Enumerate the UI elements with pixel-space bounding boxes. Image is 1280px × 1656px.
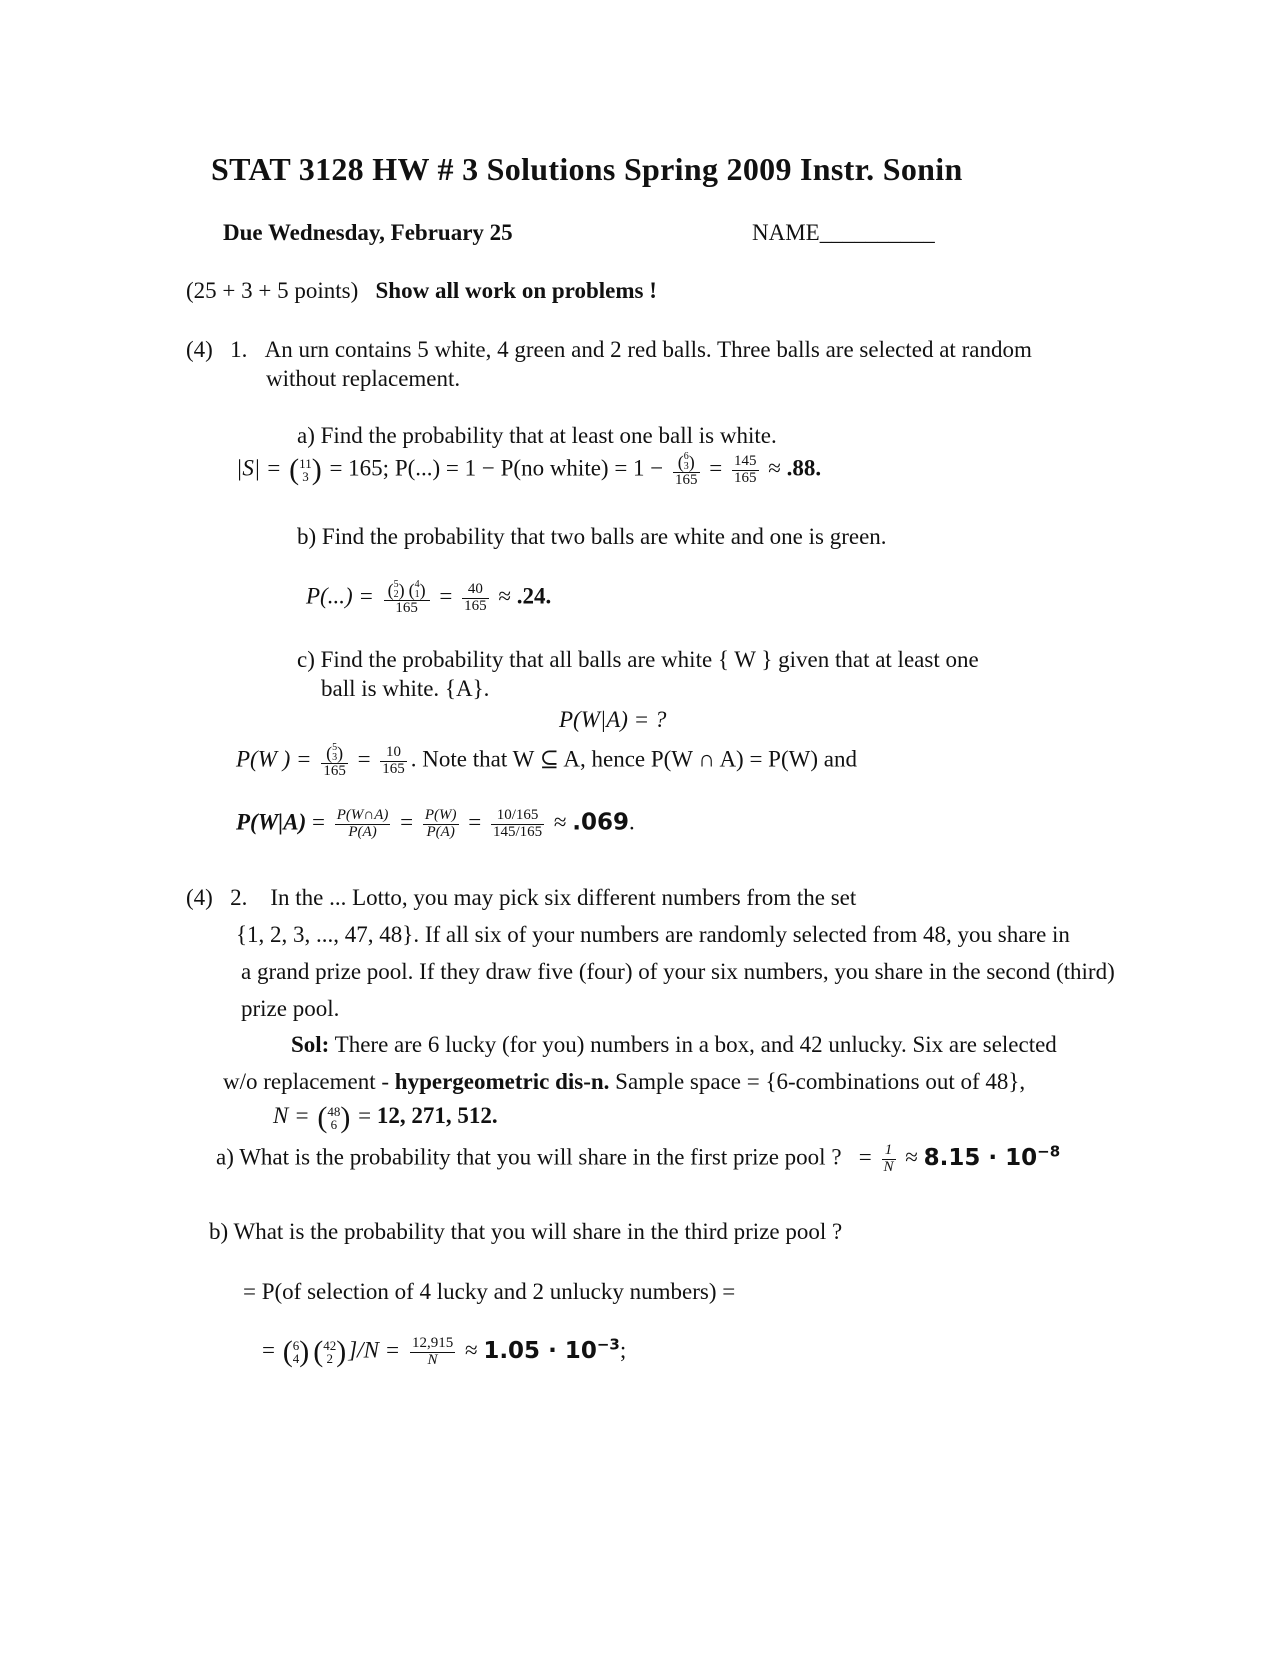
sol-text: w/o replacement -: [223, 1069, 395, 1094]
equals-sign: =: [703, 455, 729, 481]
problem-2a-result: $8.15 \cdot 10^{-8}$: [923, 1142, 1061, 1171]
problem-2a-text: a) What is the probability that you will share in the first prize pool ?: [216, 1144, 842, 1170]
points: (25 + 3 + 5 points): [186, 278, 359, 303]
approx-sign: ≈: [548, 809, 573, 835]
problem-1c-target: P(W|A) = ?: [559, 707, 667, 732]
approx-sign: ≈: [899, 1144, 924, 1170]
problem-2-line1: In the ... Lotto, you may pick six different numbers from the set: [270, 885, 857, 910]
binomial-42-2: ( 42 2 ): [313, 1335, 347, 1369]
equals-sign: =: [306, 809, 331, 835]
fraction-40-165: $\frac{40}{165}$: [464, 581, 487, 614]
problem-2b-question: b) What is the probability that you will share in the third prize pool ?: [209, 1219, 843, 1244]
equals-sign: =: [352, 1103, 377, 1128]
problem-1a-result: .88.: [786, 455, 822, 481]
equals-sign: =: [262, 1337, 281, 1363]
problem-1-text: An urn contains 5 white, 4 green and 2 red balls. Three balls are selected at random: [264, 337, 1032, 362]
problem-2-marks: (4): [186, 885, 213, 910]
problem-2b-line2: [262, 1335, 626, 1369]
sol-label: Sol:: [291, 1032, 330, 1057]
equals-sign: =: [351, 746, 377, 772]
pwa-label: P(W|A): [236, 809, 307, 835]
binomial-11-3: ( 11 3 ): [289, 453, 322, 487]
fraction-145-165: $\frac{145}{165}$: [734, 453, 757, 486]
fraction-pw-over-pa: $\frac{P(W)}{P(A)}$: [424, 807, 457, 840]
sample-space-text: Sample space = {6-combinations out of 48},: [609, 1069, 1026, 1094]
due-date: Due Wednesday, February 25: [223, 220, 513, 245]
name-label: NAME: [752, 220, 820, 245]
binomial-48-6: ( 48 6 ): [317, 1100, 351, 1134]
sol-text: There are 6 lucky (for you) numbers in a box, and 42 unlucky. Six are selected: [329, 1032, 1057, 1057]
fraction-binom-6-3-over-165: ( 6 3 ) 165: [675, 451, 698, 488]
problem-2-solution-line2: [223, 1068, 1025, 1096]
show-work-instruction: Show all work on problems !: [375, 278, 657, 303]
equals-sign: =: [462, 809, 487, 835]
problem-2-line4: prize pool.: [241, 996, 340, 1021]
n-value: 12, 271, 512.: [376, 1103, 498, 1128]
problem-1b-result: .24.: [516, 583, 552, 609]
problem-1c-final: [236, 808, 635, 841]
name-field: [752, 219, 935, 247]
fraction-binoms-over-165: ( 5 2 ) ( 4 1 ) 165: [384, 580, 430, 617]
fraction-binom-5-3-over-165: ( 5 3 ) 165: [323, 742, 346, 779]
fraction-10-165-over-145-165: $\frac{10/165}{145/165}$: [493, 807, 543, 840]
problem-2a-question: [216, 1142, 1060, 1176]
n-label: N =: [273, 1103, 316, 1128]
sample-space-size: |S| =: [236, 455, 288, 481]
problem-2b-line1: = P(of selection of 4 lucky and 2 unlucky numbers) =: [243, 1279, 736, 1304]
problem-1-marks: (4): [186, 337, 213, 362]
points-line: [186, 277, 657, 305]
hypergeometric-term: hypergeometric dis-n.: [394, 1069, 610, 1094]
equals-sign: =: [394, 809, 419, 835]
problem-2-line2: {1, 2, 3, ..., 47, 48}. If all six of your numbers are randomly selected from 48, you share in: [236, 922, 1070, 947]
fraction-12915-over-n: $\frac{12,915}{N}$: [411, 1335, 454, 1368]
problem-1-heading: [186, 336, 1032, 364]
problem-1a-expression: = 165; P(...) = 1 − P(no white) = 1 −: [323, 455, 670, 481]
fraction-1-over-n: $\frac{1}{N}$: [883, 1142, 894, 1175]
problem-1-number: 1.: [230, 337, 248, 362]
problem-2-number: 2.: [230, 885, 248, 910]
problem-2-line3: a grand prize pool. If they draw five (four) of your six numbers, you share in the second (third): [241, 959, 1115, 984]
problem-1c-pw: [236, 743, 857, 780]
page-title: STAT 3128 HW # 3 Solutions Spring 2009 Instr. Sonin: [211, 151, 963, 187]
pw-label: P(W ) =: [236, 746, 318, 772]
problem-1c-note: . Note that W ⊆ A, hence P(W ∩ A) = P(W) and: [410, 746, 857, 772]
approx-sign: ≈: [459, 1337, 484, 1363]
problem-1c-question-line1: c) Find the probability that all balls are white { W } given that at least one: [297, 647, 979, 672]
problem-2-heading: [186, 884, 856, 912]
equals-sign: =: [853, 1144, 878, 1170]
equals-sign: =: [433, 583, 459, 609]
problem-1a-solution: [236, 452, 821, 489]
name-blank: __________: [819, 220, 935, 245]
problem-1c-question-line2: ball is white. {A}.: [321, 676, 490, 701]
fraction-10-165: $\frac{10}{165}$: [382, 744, 405, 777]
period: .: [629, 809, 635, 835]
problem-1b-question: b) Find the probability that two balls are white and one is green.: [297, 524, 887, 549]
fraction-pwna-over-pa: $\frac{P(W\cap A)}{P(A)}$: [336, 807, 389, 840]
problem-2b-result: $1.05 \cdot 10^{-3}$: [483, 1335, 620, 1364]
probability-label: P(...) =: [306, 583, 380, 609]
approx-sign: ≈: [492, 583, 517, 609]
problem-2-solution-line1: [291, 1031, 1057, 1059]
divide-by-n: ]/N =: [348, 1337, 406, 1363]
problem-1a-question: a) Find the probability that at least one ball is white.: [297, 423, 777, 448]
semicolon: ;: [619, 1337, 627, 1363]
problem-2-n-value: [273, 1102, 498, 1133]
binomial-6-4: ( 6 4 ): [282, 1335, 310, 1369]
problem-1-text-line2: without replacement.: [266, 366, 461, 391]
problem-1c-result: .069: [572, 809, 630, 836]
problem-1b-solution: [306, 580, 551, 617]
approx-sign: ≈: [762, 455, 787, 481]
